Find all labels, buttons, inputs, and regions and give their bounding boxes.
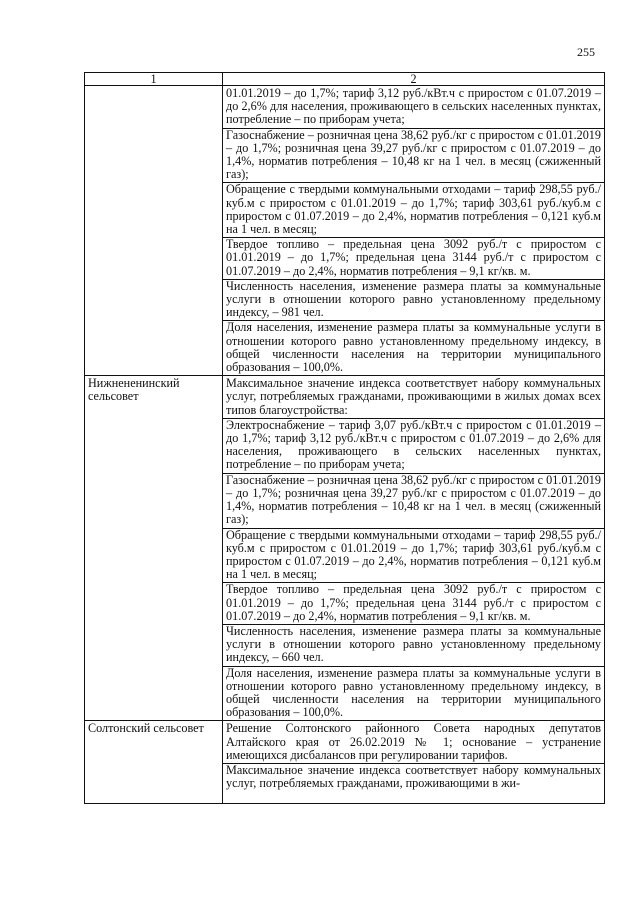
description-cell xyxy=(223,86,605,376)
table-row xyxy=(85,86,605,376)
paragraph: 01.01.2019 – до 1,7%; тариф 3,12 руб./кВт.ч с приростом с 01.07.2019 – до 2,6% для населения, проживающего в сельских населенных пунктах, потребление – по приборам учета; xyxy=(226,86,601,127)
paragraph: Доля населения, изменение размера платы за коммунальные услуги в отношении которого равно установленному предельному индексу, в общей численности населения на территории муниципального образования – 100,0%. xyxy=(223,320,604,374)
tariff-table xyxy=(84,72,605,804)
paragraph: Газоснабжение – розничная цена 38,62 руб./кг с приростом с 01.01.2019 – до 1,7%; розничная цена 39,27 руб./кг с приростом с 01.07.2019 – до 1,4%, норматив потребления – 10,48 кг на 1 чел. в месяц (сжиженный газ); xyxy=(223,128,604,182)
municipality-name-cell xyxy=(85,86,223,376)
column-header-1: 1 xyxy=(85,73,223,86)
paragraph: Электроснабжение – тариф 3,07 руб./кВт.ч с приростом с 01.01.2019 – до 1,7%; тариф 3,12 руб./кВт.ч с приростом с 01.07.2019 – до 2,6% для населения, проживающего в сельских населенных пунктах, потребление – по приборам учета; xyxy=(223,418,604,472)
table-row xyxy=(85,721,605,804)
municipality-name: Нижнененинский сельсовет xyxy=(88,376,180,404)
description-cell xyxy=(223,376,605,721)
paragraph: Твердое топливо – предельная цена 3092 руб./т с приростом с 01.01.2019 – до 1,7%; предельная цена 3144 руб./т с приростом с 01.07.2019 – до 2,4%, норматив потребления – 9,1 кг/кв. м. xyxy=(223,237,604,278)
table-row xyxy=(85,376,605,721)
paragraph: Численность населения, изменение размера платы за коммунальные услуги в отношении которого равно установленному предельному индексу, – 981 чел. xyxy=(223,279,604,320)
paragraph: Обращение с твердыми коммунальными отходами – тариф 298,55 руб./куб.м с приростом с 01.01.2019 – до 1,7%; тариф 303,61 руб./куб.м с приростом с 01.07.2019 – до 2,4%, норматив потребления – 0,121 куб.м на 1 чел. в месяц; xyxy=(223,182,604,236)
paragraph: Твердое топливо – предельная цена 3092 руб./т с приростом с 01.01.2019 – до 1,7%; предельная цена 3144 руб./т с приростом с 01.07.2019 – до 2,4%, норматив потребления – 9,1 кг/кв. м. xyxy=(223,582,604,623)
paragraph: Максимальное значение индекса соответствует набору коммунальных услуг, потребляемых гражданами, проживающими в жилых домах всех типов благоустройства: xyxy=(226,376,601,417)
paragraph: Доля населения, изменение размера платы за коммунальные услуги в отношении которого равно установленному предельному индексу, в общей численности населения на территории муниципального образования – 100,0%. xyxy=(223,666,604,720)
paragraph: Решение Солтонского районного Совета народных депутатов Алтайского края от 26.02.2019 № 1; основание – устранение имеющихся дисбалансов при регулировании тарифов. xyxy=(226,721,601,762)
paragraph: Газоснабжение – розничная цена 38,62 руб./кг с приростом с 01.01.2019 – до 1,7%; розничная цена 39,27 руб./кг с приростом с 01.07.2019 – до 1,4%, норматив потребления – 10,48 кг на 1 чел. в месяц (сжиженный газ); xyxy=(223,473,604,527)
municipality-name-cell xyxy=(85,721,223,804)
municipality-name-cell xyxy=(85,376,223,721)
paragraph: Численность населения, изменение размера платы за коммунальные услуги в отношении которого равно установленному предельному индексу, – 660 чел. xyxy=(223,624,604,665)
paragraph: Обращение с твердыми коммунальными отходами – тариф 298,55 руб./куб.м с приростом с 01.01.2019 – до 1,7%; тариф 303,61 руб./куб.м с приростом с 01.07.2019 – до 2,4%, норматив потребления – 0,121 куб.м на 1 чел. в месяц; xyxy=(223,528,604,582)
paragraph: Максимальное значение индекса соответствует набору коммунальных услуг, потребляемых гражданами, проживающими в жи- xyxy=(223,763,604,790)
description-cell xyxy=(223,721,605,804)
column-header-2: 2 xyxy=(223,73,605,86)
municipality-name: Солтонский сельсовет xyxy=(88,721,204,736)
page-number: 255 xyxy=(577,45,595,59)
table-header-row xyxy=(85,73,605,86)
